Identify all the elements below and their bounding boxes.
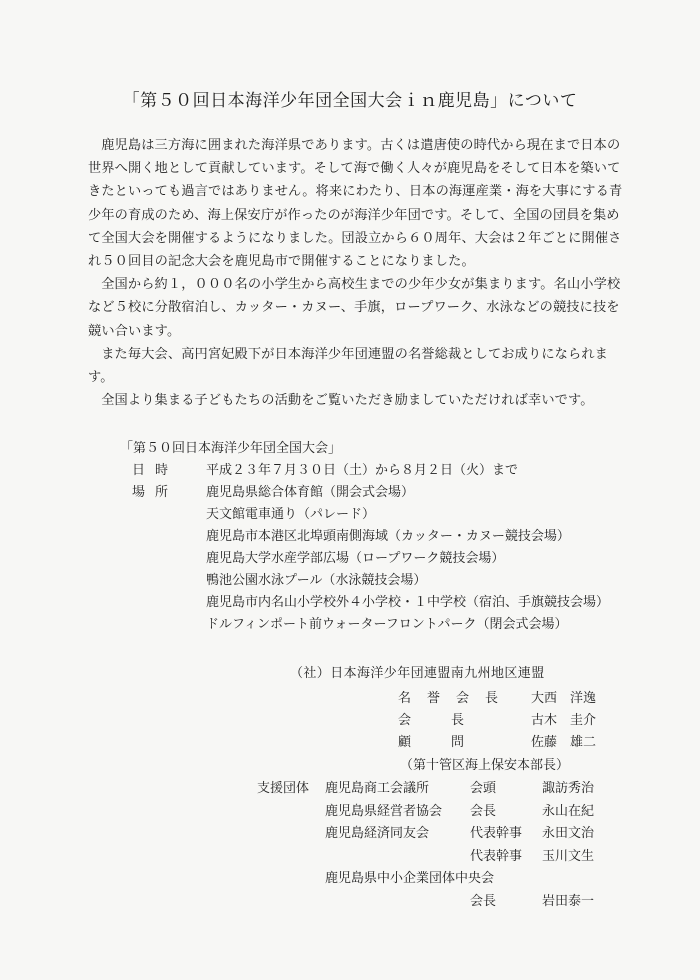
place-item: ドルフィンポート前ウォーターフロントパーク（閉会式会場） — [206, 617, 568, 632]
document-title: 「第５０回日本海洋少年団全国大会ｉｎ鹿児島」について — [122, 91, 578, 111]
officer-note: （第十管区海上保安本部長） — [400, 758, 570, 773]
date-label: 日時 — [132, 463, 179, 478]
role-char: 誉 — [426, 691, 440, 706]
date-value: 平成２３年７月３０日（土）から８月２日（火）まで — [206, 463, 519, 478]
officer-name: 古木 圭介 — [531, 713, 597, 728]
place-item: 鹿児島市内名山小学校外４小学校・１中学校（宿泊、手旗競技会場） — [206, 595, 610, 610]
place-item: 鴨池公園水泳プール（水泳競技会場） — [206, 573, 427, 588]
paragraph-2: 全国から約１，０００名の小学生から高校生までの少年少女が集まります。名山小学校など５校に分散宿泊し、カッター・カヌー、手旗，ロープワーク、水泳などの競技に技を競い合います。 — [88, 277, 621, 339]
supporter-role: 会長 — [470, 804, 497, 819]
supporter-role: 会頭 — [470, 781, 497, 796]
place-item: 鹿児島大学水産学部広場（ロープワーク競技会場） — [206, 551, 505, 566]
event-details — [120, 438, 640, 636]
supporter-org: 鹿児島経済同友会 — [325, 826, 430, 841]
place-label: 場所 — [132, 485, 179, 500]
supporter-org: 鹿児島県経営者協会 — [325, 804, 443, 819]
role-char: 会 — [398, 713, 412, 728]
supporter-person: 諏訪秀治 — [542, 781, 595, 796]
paragraph-4: 全国より集まる子どもたちの活動をご覧いただき励ましていただければ幸いです。 — [101, 393, 594, 409]
role-char: 長 — [484, 691, 498, 706]
supporter-person: 永田文治 — [542, 826, 595, 841]
role-char: 長 — [450, 713, 464, 728]
body-text — [88, 134, 628, 412]
supporter-role: 会長 — [470, 894, 497, 909]
place-item: 天文館電車通り（パレード） — [206, 507, 376, 522]
event-heading: 「第５０回日本海洋少年団全国大会」 — [120, 441, 342, 456]
officer-name: 大西 洋逸 — [531, 691, 597, 706]
officer-role — [398, 710, 464, 732]
event-date-row — [120, 460, 640, 482]
supporter-person: 永山在紀 — [542, 804, 595, 819]
place-item: 鹿児島市本港区北埠頭南側海域（カッター・カヌー競技会場） — [206, 529, 570, 544]
supporter-org: 鹿児島商工会議所 — [325, 781, 430, 796]
organization-name: （社）日本海洋少年団連盟南九州地区連盟 — [290, 666, 545, 681]
supporter-org: 鹿児島県中小企業団体中央会 — [325, 871, 495, 886]
officer-role — [398, 732, 464, 754]
paragraph-1: 鹿児島は三方海に囲まれた海洋県であります。古くは遣唐使の時代から現在まで日本の世界へ開く地として貢献しています。そして海で働く人々が鹿児島をそして日本を築いてきたといっても過言ではありません。将来にわたり、日本の海運産業・海を大事にする青少年の育成のため、海上保安庁が作ったのが海洋少年団です。そして、全国の団員を集めて全国大会を開催するようになりました。団設立から６０周年、大会は２年ごとに開催され５０回目の記念大会を鹿児島市で開催することになりました。 — [88, 138, 623, 270]
place-item: 鹿児島県総合体育館（開会式会場） — [206, 485, 415, 500]
supporter-role: 代表幹事 — [470, 826, 523, 841]
role-char: 顧 — [398, 735, 412, 750]
officer-name: 佐藤 雄二 — [531, 735, 597, 750]
role-char: 問 — [450, 735, 464, 750]
role-char: 会 — [455, 691, 469, 706]
supporter-person: 岩田泰一 — [542, 894, 595, 909]
supporter-person: 玉川文生 — [542, 849, 595, 864]
supporter-role: 代表幹事 — [470, 849, 523, 864]
role-char: 名 — [398, 691, 412, 706]
place-list — [206, 482, 640, 636]
officer-role — [398, 688, 498, 710]
support-label: 支援団体 — [257, 781, 310, 796]
event-place-row — [120, 482, 640, 636]
paragraph-3: また毎大会、高円宮妃殿下が日本海洋少年団連盟の名誉総裁としてお成りになられます。 — [88, 346, 609, 386]
